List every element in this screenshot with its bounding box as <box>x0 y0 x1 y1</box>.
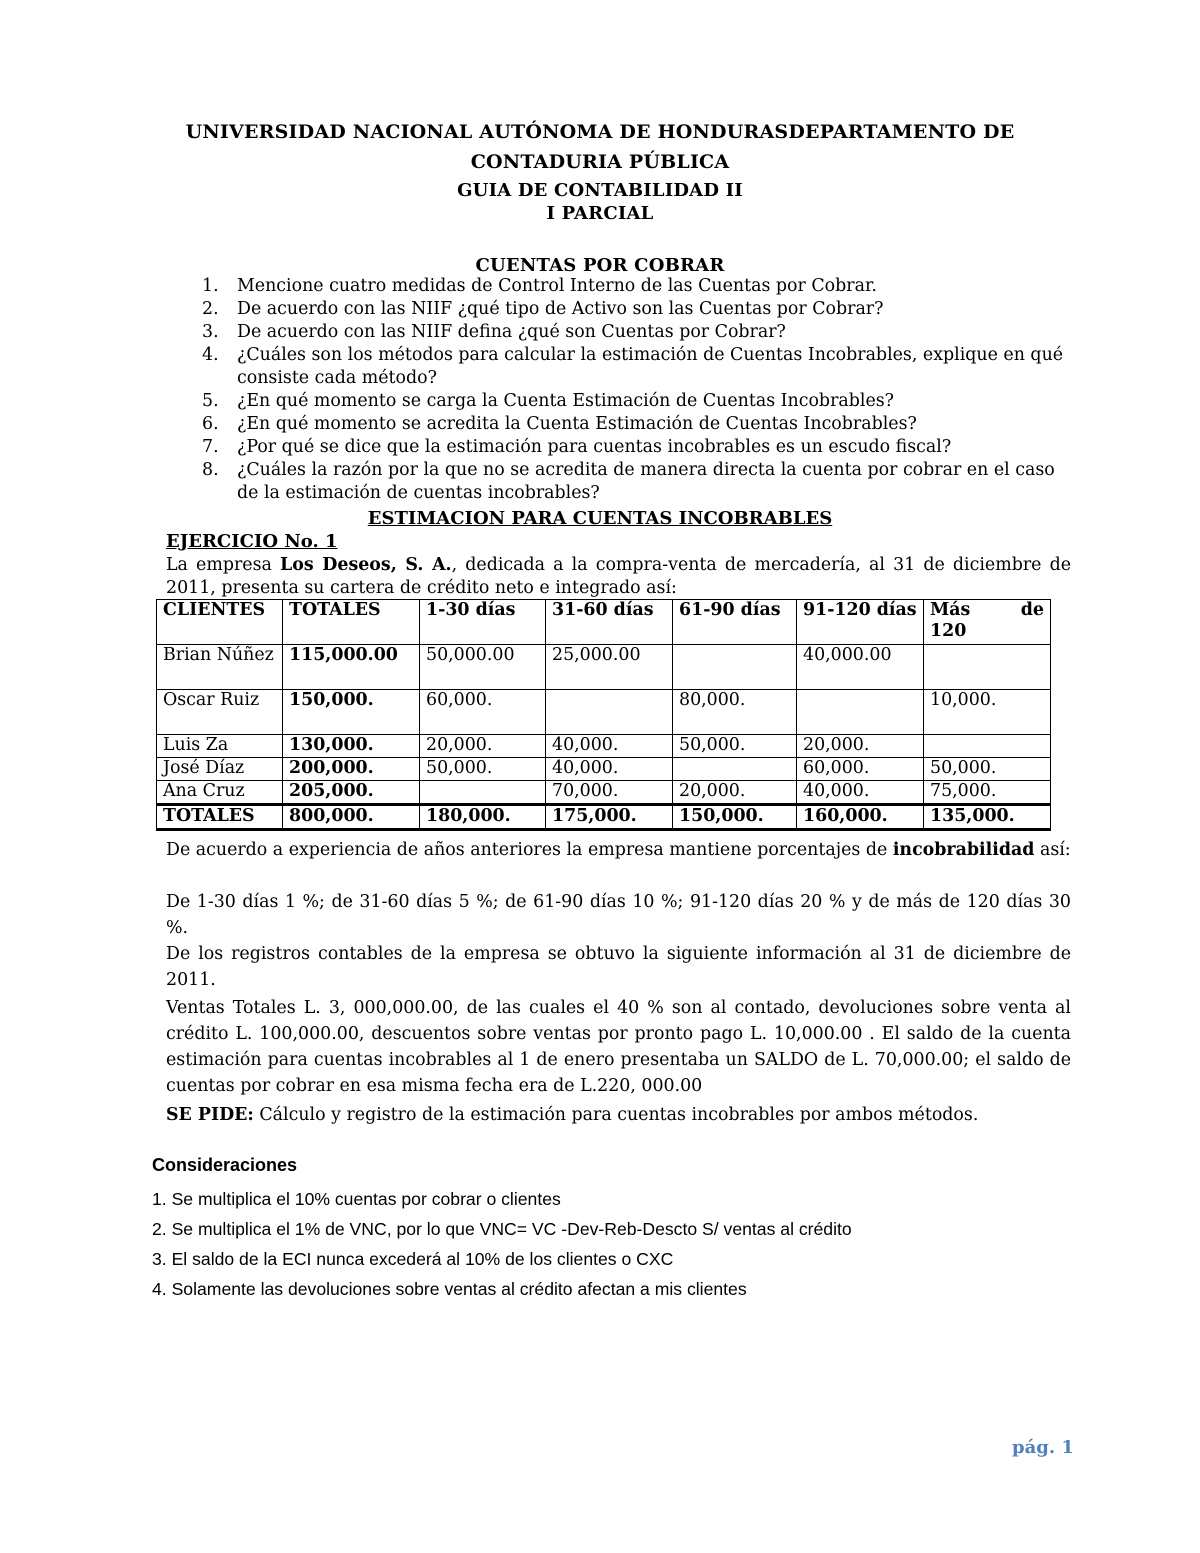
list-item: 7. ¿Por qué se dice que la estimación para cuentas incobrables es un escudo fiscal? <box>202 437 952 457</box>
partial-title: I PARCIAL <box>546 203 654 224</box>
list-item: 2. Se multiplica el 1% de VNC, por lo que VNC= VC -Dev-Reb-Descto S/ ventas al crédito <box>152 1219 852 1239</box>
paragraph-records: De los registros contables de la empresa se obtuvo la siguiente información al 31 de diciembre de 2011. <box>166 944 1071 990</box>
table-header-row <box>157 600 1051 645</box>
column-header: TOTALES <box>283 600 420 645</box>
paragraph-percentages: De 1-30 días 1 %; de 31-60 días 5 %; de 61-90 días 10 %; 91-120 días 20 % y de más de 120 días 30 %. <box>166 892 1071 938</box>
column-header: Más de 120 <box>924 600 1051 645</box>
column-header: 1-30 días <box>420 600 546 645</box>
table-totals-row: TOTALES 800,000. 180,000. 175,000. 150,000. 160,000. 135,000. <box>157 805 1051 830</box>
questions-title: CUENTAS POR COBRAR <box>475 255 725 276</box>
list-item: 8. ¿Cuáles la razón por la que no se acredita de manera directa la cuenta por cobrar en el caso de la estimación de cuentas incobrables? <box>202 460 1055 503</box>
section-title: ESTIMACION PARA CUENTAS INCOBRABLES <box>367 508 833 529</box>
header-title-line2: CONTADURIA PÚBLICA <box>470 151 730 173</box>
considerations-title: Consideraciones <box>152 1155 298 1175</box>
list-item: 3. El saldo de la ECI nunca excederá al 10% de los clientes o CXC <box>152 1249 674 1269</box>
exercise-title: EJERCICIO No. 1 <box>166 531 338 552</box>
receivables-table <box>156 599 1051 831</box>
exercise-intro: La empresa Los Deseos, S. A., dedicada a la compra-venta de mercadería, al 31 de diciembre de 2011, presenta su cartera de crédito neto e integrado así: <box>166 555 1071 598</box>
table-row: Luis Za 130,000. 20,000. 40,000. 50,000. 20,000. <box>157 735 1051 758</box>
guide-title: GUIA DE CONTABILIDAD II <box>457 180 743 201</box>
column-header: 91-120 días <box>797 600 924 645</box>
table-row: José Díaz 200,000. 50,000. 40,000. 60,000. 50,000. <box>157 758 1051 781</box>
page-number: pág. 1 <box>1012 1437 1074 1458</box>
list-item: 1. Mencione cuatro medidas de Control Interno de las Cuentas por Cobrar. <box>202 276 877 296</box>
paragraph-experience: De acuerdo a experiencia de años anteriores la empresa mantiene porcentajes de incobrabilidad así: <box>166 840 1071 860</box>
list-item: 4. ¿Cuáles son los métodos para calcular la estimación de Cuentas Incobrables, explique en qué consiste cada método? <box>202 345 1064 388</box>
list-item: 4. Solamente las devoluciones sobre ventas al crédito afectan a mis clientes <box>152 1279 747 1299</box>
list-item: 2. De acuerdo con las NIIF ¿qué tipo de Activo son las Cuentas por Cobrar? <box>202 299 884 319</box>
column-header: 31-60 días <box>546 600 673 645</box>
table-row: Oscar Ruiz 150,000. 60,000. 80,000. 10,000. <box>157 690 1051 735</box>
paragraph-sales: Ventas Totales L. 3, 000,000.00, de las cuales el 40 % son al contado, devoluciones sobre venta al crédito L. 100,000.00, descuentos sobre ventas por pronto pago L. 10,000.00 . El saldo de la cuenta estimación para cuentas incobrables al 1 de enero presentaba un SALDO de L. 70,000.00; el saldo de cuentas por cobrar en esa misma fecha era de L.220, 000.00 <box>166 998 1071 1096</box>
header-title-line1: UNIVERSIDAD NACIONAL AUTÓNOMA DE HONDURASDEPARTAMENTO DE <box>185 121 1015 143</box>
paragraph-request: SE PIDE: Cálculo y registro de la estimación para cuentas incobrables por ambos métodos. <box>166 1105 979 1125</box>
table-row: Brian Núñez 115,000.00 50,000.00 25,000.00 40,000.00 <box>157 645 1051 690</box>
column-header: CLIENTES <box>157 600 283 645</box>
list-item: 5. ¿En qué momento se carga la Cuenta Estimación de Cuentas Incobrables? <box>202 391 894 411</box>
list-item: 6. ¿En qué momento se acredita la Cuenta Estimación de Cuentas Incobrables? <box>202 414 917 434</box>
considerations-list <box>152 1184 852 1304</box>
list-item: 3. De acuerdo con las NIIF defina ¿qué son Cuentas por Cobrar? <box>202 322 786 342</box>
table-row: Ana Cruz 205,000. 70,000. 20,000. 40,000. 75,000. <box>157 781 1051 805</box>
column-header: 61-90 días <box>673 600 797 645</box>
company-name: Los Deseos, S. A. <box>280 555 452 575</box>
list-item: 1. Se multiplica el 10% cuentas por cobrar o clientes <box>152 1189 561 1209</box>
questions-list <box>166 275 1071 505</box>
